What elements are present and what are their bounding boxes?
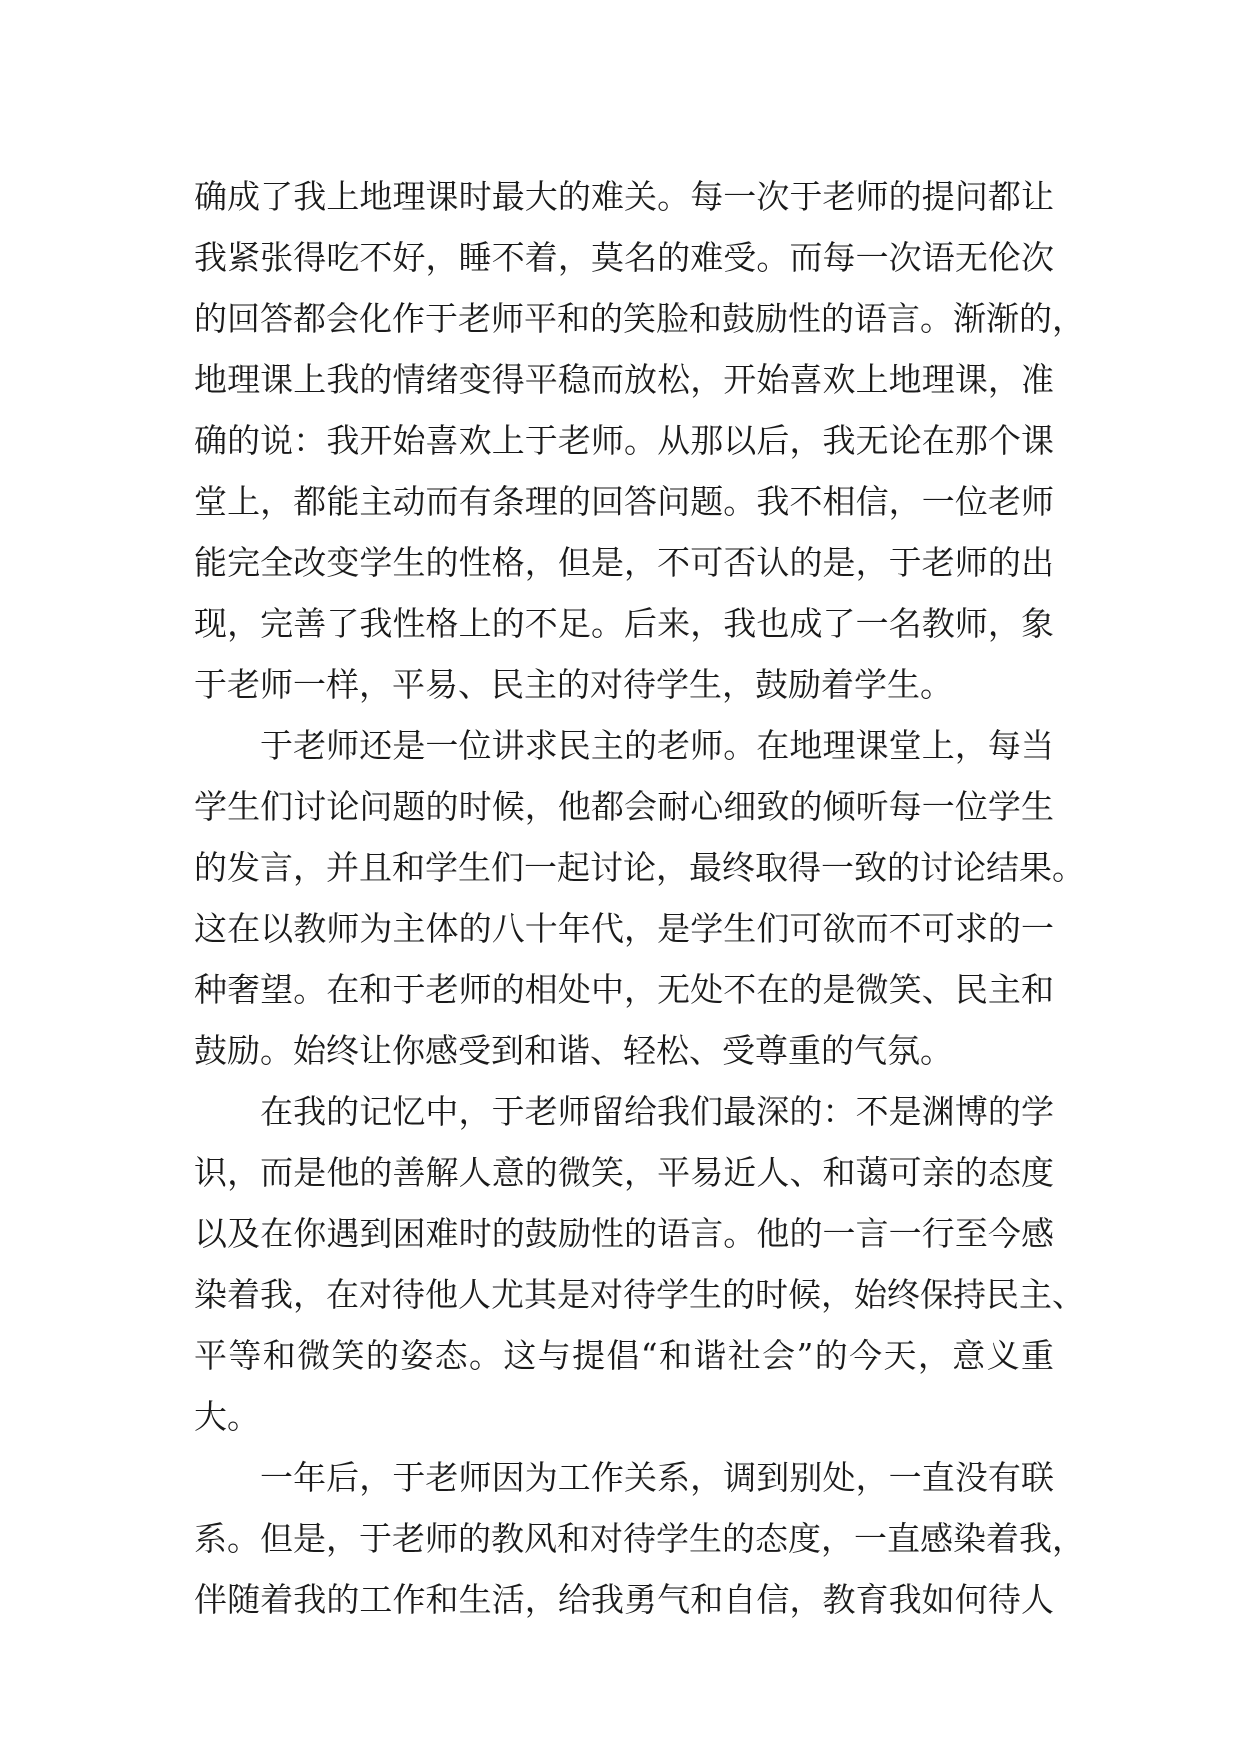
text-line: 伴随着我的工作和生活，给我勇气和自信，教育我如何待人: [194, 1580, 1054, 1619]
text-line: 于老师还是一位讲求民主的老师。在地理课堂上，每当: [260, 726, 1054, 765]
text-line: 染着我，在对待他人尤其是对待学生的时候，始终保持民主、: [194, 1275, 1085, 1314]
body-text: [194, 166, 1085, 1630]
text-line: 的发言，并且和学生们一起讨论，最终取得一致的讨论结果。: [194, 848, 1085, 887]
text-line: 识，而是他的善解人意的微笑，平易近人、和蔼可亲的态度: [194, 1153, 1054, 1192]
text-line: 系。但是，于老师的教风和对待学生的态度，一直感染着我，: [194, 1519, 1085, 1558]
text-line: 确的说：我开始喜欢上于老师。从那以后，我无论在那个课: [194, 421, 1054, 460]
text-line: 我紧张得吃不好，睡不着，莫名的难受。而每一次语无伦次: [194, 238, 1054, 277]
text-line: 于老师一样，平易、民主的对待学生，鼓励着学生。: [194, 665, 953, 704]
text-line: 以及在你遇到困难时的鼓励性的语言。他的一言一行至今感: [194, 1214, 1054, 1253]
text-line: 这在以教师为主体的八十年代，是学生们可欲而不可求的一: [194, 909, 1054, 948]
text-line: 大。: [194, 1397, 260, 1436]
text-line: 学生们讨论问题的时候，他都会耐心细致的倾听每一位学生: [194, 787, 1054, 826]
text-line: 现，完善了我性格上的不足。后来，我也成了一名教师，象: [194, 604, 1054, 643]
text-line: 一年后，于老师因为工作关系，调到别处，一直没有联: [260, 1458, 1054, 1497]
text-line: 确成了我上地理课时最大的难关。每一次于老师的提问都让: [194, 177, 1054, 216]
text-line: 地理课上我的情绪变得平稳而放松，开始喜欢上地理课，准: [194, 360, 1054, 399]
text-line: 平等和微笑的姿态。这与提倡“和谐社会”的今天，意义重: [194, 1336, 1054, 1375]
text-line: 堂上，都能主动而有条理的回答问题。我不相信，一位老师: [194, 482, 1054, 521]
text-line: 能完全改变学生的性格，但是，不可否认的是，于老师的出: [194, 543, 1054, 582]
text-line: 种奢望。在和于老师的相处中，无处不在的是微笑、民主和: [194, 970, 1054, 1009]
text-line: 在我的记忆中，于老师留给我们最深的：不是渊博的学: [260, 1092, 1054, 1131]
text-line: 鼓励。始终让你感受到和谐、轻松、受尊重的气氛。: [194, 1031, 953, 1070]
text-line: 的回答都会化作于老师平和的笑脸和鼓励性的语言。渐渐的，: [194, 299, 1085, 338]
